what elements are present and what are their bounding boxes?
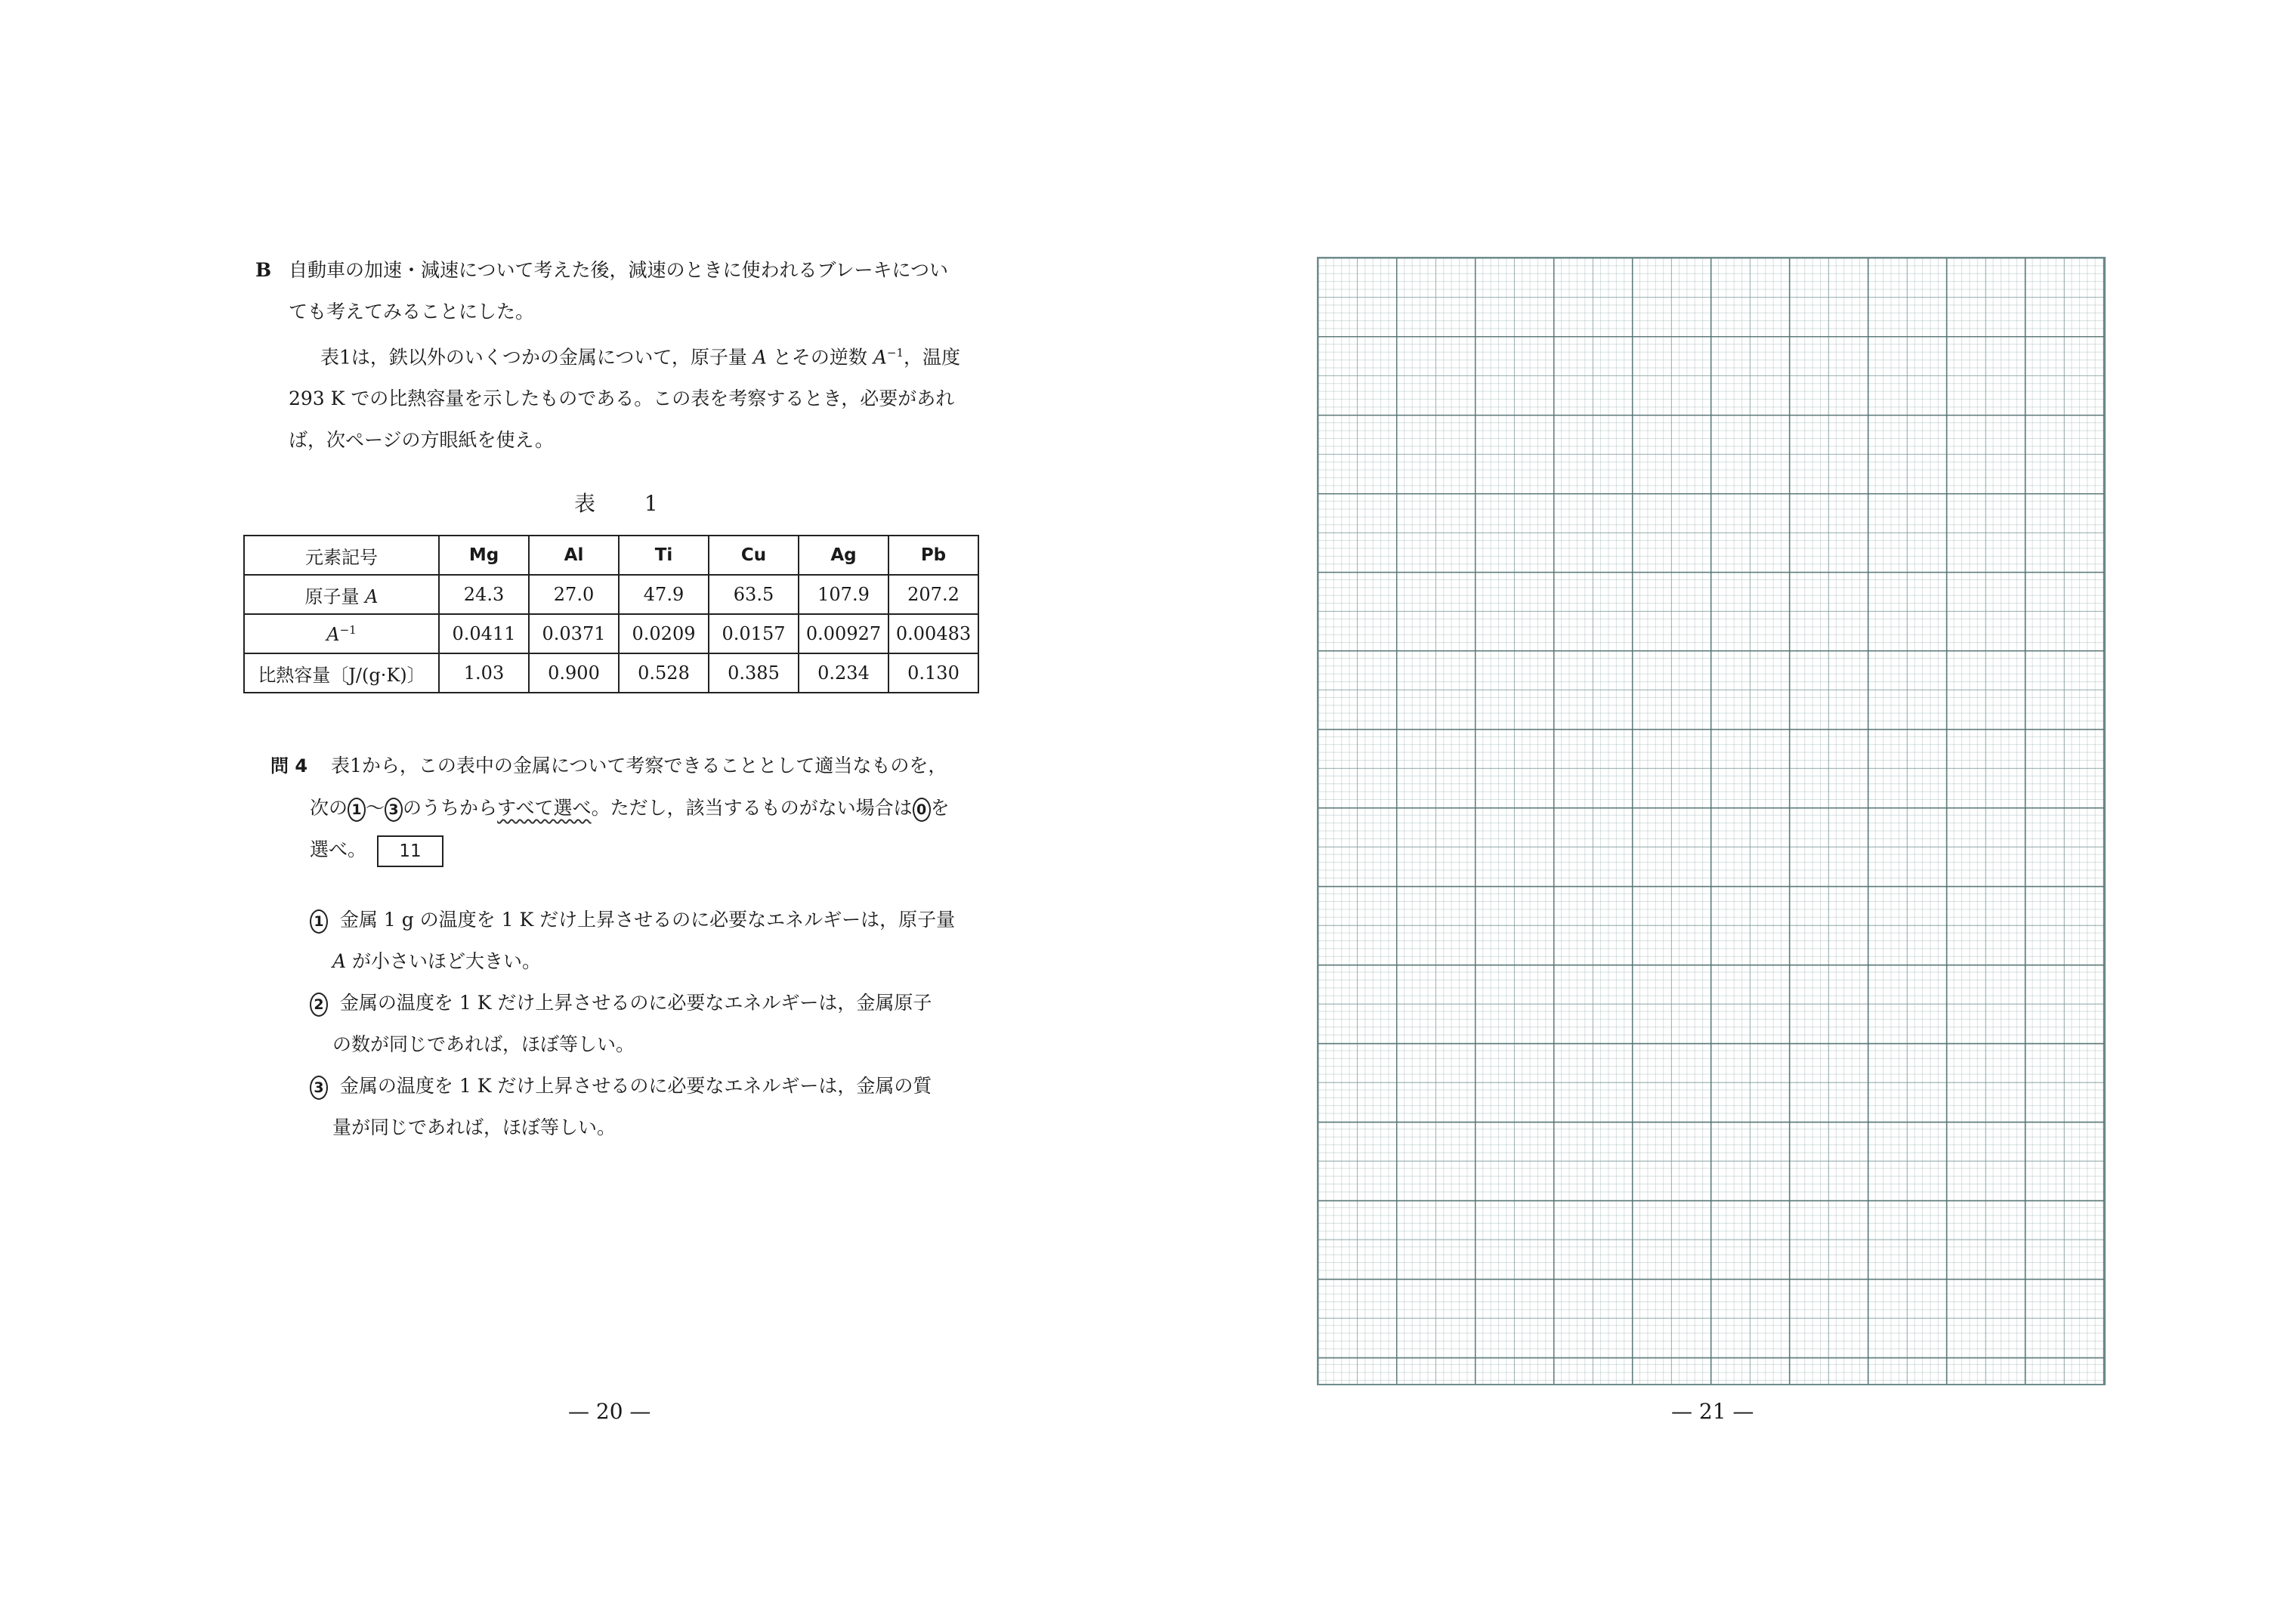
choice-2-cont: の数が同じであれば，ほぼ等しい。 <box>332 1033 635 1055</box>
intro-line-1: 自動車の加速・減速について考えた後，減速のときに使われるブレーキについ <box>289 259 949 281</box>
inverse-cell: 0.0157 <box>709 614 799 653</box>
q-tilde: 〜 <box>366 797 385 819</box>
para2-line-1c: ，温度 <box>904 346 961 369</box>
question-line-2 <box>270 787 1026 829</box>
choice-ref-3: 3 <box>385 798 403 822</box>
inverse-cell: 0.0411 <box>439 614 529 653</box>
sup-minus-one: −1 <box>886 346 904 360</box>
inverse-cell: 0.00927 <box>799 614 888 653</box>
left-page <box>0 0 1146 1624</box>
inverse-cell: 0.0209 <box>619 614 709 653</box>
symbol-cell: Al <box>529 536 619 575</box>
table-caption: 表 1 <box>574 491 679 516</box>
atomic-mass-cell: 24.3 <box>439 575 529 614</box>
choice-var-a: A <box>332 950 347 972</box>
q-line2c: 。ただし，該当するものがない場合は <box>591 797 913 819</box>
q-line3: 選べ。 <box>310 838 367 860</box>
inverse-var: A <box>326 623 340 645</box>
table-row-symbols <box>244 536 978 575</box>
inverse-cell: 0.00483 <box>888 614 978 653</box>
heat-capacity-cell: 1.03 <box>439 653 529 693</box>
question-mark: 問 4 <box>270 755 308 776</box>
heat-capacity-cell: 0.130 <box>888 653 978 693</box>
symbol-cell: Ti <box>619 536 709 575</box>
choice-text: が小さいほど大きい。 <box>352 950 542 972</box>
choice-number: 3 <box>310 1076 328 1100</box>
question-line-1: 表1から，この表中の金属について考察できることとして適当なものを， <box>331 755 947 776</box>
intro-line-2: ても考えてみることにした。 <box>289 301 535 323</box>
heat-capacity-cell: 0.528 <box>619 653 709 693</box>
question-line-3 <box>270 829 1026 870</box>
para2-line-2: 293 K での比熱容量を示したものである。この表を考察するとき，必要があれ <box>289 387 955 410</box>
q-emphasis: すべて選べ <box>497 797 592 819</box>
symbol-cell: Cu <box>709 536 799 575</box>
inverse-label <box>244 614 439 653</box>
symbol-cell: Ag <box>799 536 888 575</box>
choice-text: 金属 1 g の温度を 1 K だけ上昇させるのに必要なエネルギーは，原子量 <box>339 909 956 931</box>
inverse-sup: −1 <box>339 622 357 637</box>
choice-number: 2 <box>310 993 328 1017</box>
q-line2a: 次の <box>310 797 348 819</box>
header-label: 元素記号 <box>244 536 439 575</box>
right-page <box>1146 0 2293 1624</box>
atomic-mass-var: A <box>365 585 379 607</box>
para2-line-1b: とその逆数 <box>772 346 867 369</box>
choice-ref-0: 0 <box>913 798 931 822</box>
para2-line-3: ば，次ページの方眼紙を使え。 <box>289 429 555 452</box>
choice-3-cont: 量が同じであれば，ほぼ等しい。 <box>332 1116 617 1138</box>
atomic-mass-cell: 27.0 <box>529 575 619 614</box>
para2-line-1 <box>255 332 1011 378</box>
symbol-cell: Mg <box>439 536 529 575</box>
heat-capacity-label: 比熱容量〔J/(g·K)〕 <box>244 653 439 693</box>
section-b-text <box>255 249 1011 461</box>
choice-1-cont <box>310 940 1065 982</box>
para2-line-1a: 表1は，鉄以外のいくつかの金属について，原子量 <box>320 346 747 369</box>
section-b-mark: B <box>255 259 272 281</box>
q-line2b: のうちから <box>403 797 498 819</box>
answer-box[interactable]: 11 <box>377 835 443 867</box>
symbol-cell: Pb <box>888 536 978 575</box>
inverse-cell: 0.0371 <box>529 614 619 653</box>
table-row-heat-capacity <box>244 653 978 693</box>
heat-capacity-cell: 0.900 <box>529 653 619 693</box>
var-a: A <box>752 346 767 369</box>
table-row-inverse <box>244 614 978 653</box>
heat-capacity-cell: 0.234 <box>799 653 888 693</box>
atomic-mass-label <box>244 575 439 614</box>
choices-list <box>310 899 1065 1148</box>
choice-ref-1: 1 <box>348 798 366 822</box>
q-line2d: を <box>930 797 950 819</box>
choice-text: 金属の温度を 1 K だけ上昇させるのに必要なエネルギーは，金属原子 <box>339 992 932 1014</box>
table-row-atomic-mass <box>244 575 978 614</box>
metals-table <box>243 535 979 693</box>
heat-capacity-cell: 0.385 <box>709 653 799 693</box>
graph-paper[interactable] <box>1317 257 2106 1385</box>
atomic-mass-cell: 63.5 <box>709 575 799 614</box>
choice-text: 金属の温度を 1 K だけ上昇させるのに必要なエネルギーは，金属の質 <box>339 1075 932 1097</box>
var-a-inverse: A <box>873 346 887 369</box>
choice-number: 1 <box>310 909 328 934</box>
atomic-mass-label-text: 原子量 <box>304 585 360 607</box>
atomic-mass-cell: 107.9 <box>799 575 888 614</box>
question-4 <box>270 745 1026 870</box>
page-number: — 20 — <box>568 1399 651 1424</box>
choice-1[interactable] <box>310 899 1065 940</box>
choice-3[interactable] <box>310 1065 1065 1107</box>
choice-2[interactable] <box>310 982 1065 1023</box>
page-number: — 21 — <box>1671 1399 1754 1424</box>
atomic-mass-cell: 207.2 <box>888 575 978 614</box>
atomic-mass-cell: 47.9 <box>619 575 709 614</box>
